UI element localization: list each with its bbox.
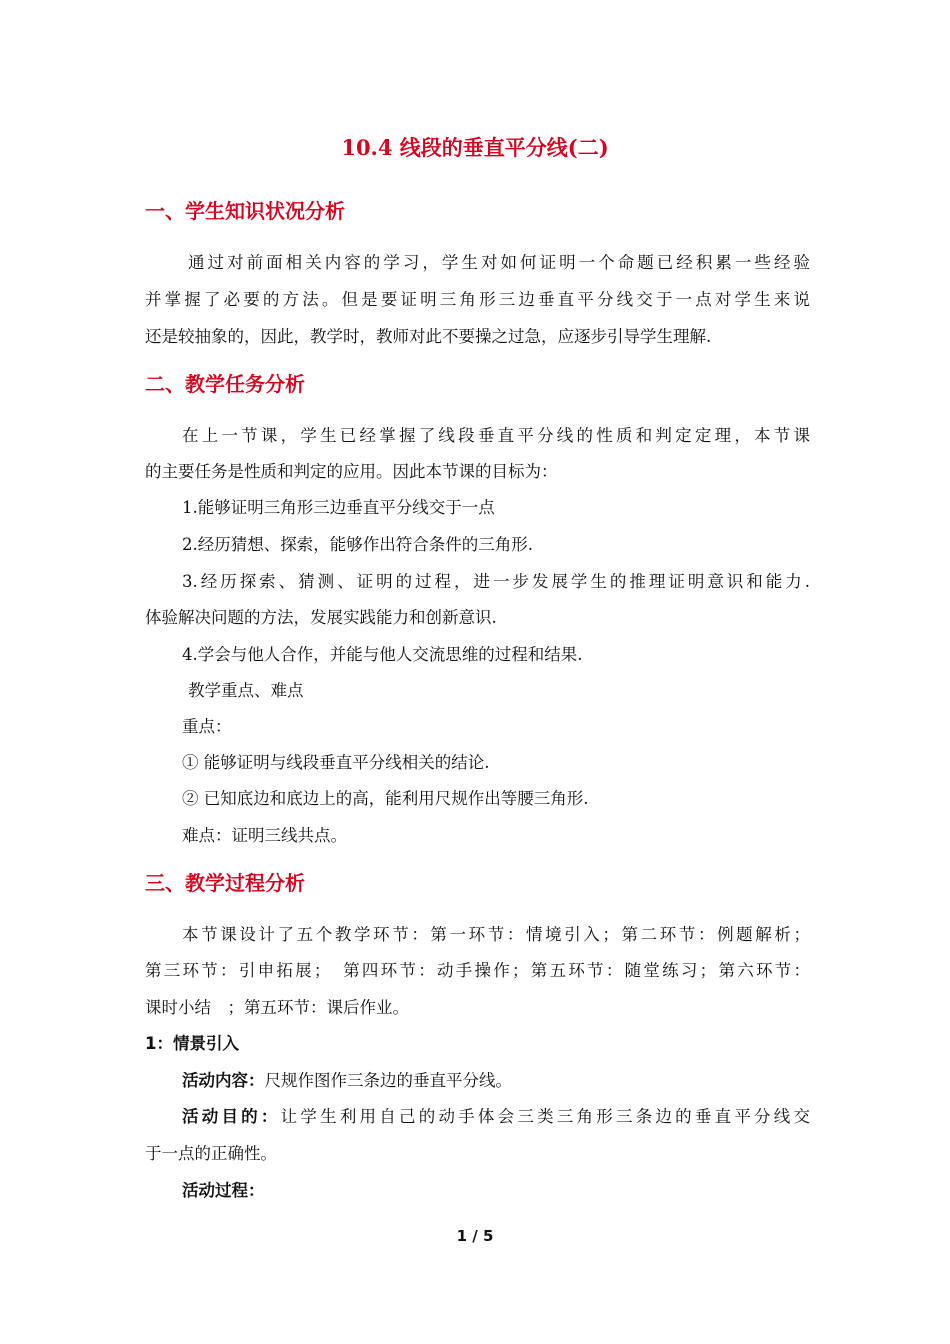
- activity-content-line: [182, 1068, 810, 1094]
- activity-goal-continuation: 于一点的正确性。: [145, 1144, 277, 1163]
- document-title: 10.4 线段的垂直平分线(二): [341, 135, 609, 160]
- key-points-label: 教学重点、难点: [188, 681, 304, 700]
- paragraph-line: 本节课设计了五个教学环节：第一环节：情境引入；第二环节：例题解析；: [182, 925, 810, 944]
- difficulty-line: 难点：证明三线共点。: [182, 826, 347, 845]
- objective-item: 1.能够证明三角形三边垂直平分线交于一点: [182, 498, 495, 517]
- paragraph-line: 的主要任务是性质和判定的应用。因此本节课的目标为：: [145, 462, 558, 481]
- paragraph-line: 通过对前面相关内容的学习，学生对如何证明一个命题已经积累一些经验: [188, 253, 810, 272]
- objective-item: 4.学会与他人合作，并能与他人交流思维的过程和结果.: [182, 645, 583, 664]
- paragraph-line: 并掌握了必要的方法。但是要证明三角形三边垂直平分线交于一点对学生来说: [145, 290, 810, 309]
- focus-item: ② 已知底边和底边上的高，能利用尺规作出等腰三角形.: [182, 789, 589, 808]
- objective-item: 3.经历探索、猜测、证明的过程，进一步发展学生的推理证明意识和能力.: [182, 572, 810, 591]
- page-number: 1 / 5: [456, 1227, 494, 1245]
- paragraph-line: 还是较抽象的，因此，教学时，教师对此不要操之过急，应逐步引导学生理解.: [145, 327, 712, 346]
- focus-item: ① 能够证明与线段垂直平分线相关的结论.: [182, 753, 490, 772]
- activity-goal-text: 让学生利用自己的动手体会三类三角形三条边的垂直平分线交: [280, 1107, 810, 1126]
- section-heading-3: 三、教学过程分析: [145, 871, 305, 895]
- activity-goal-line: [182, 1104, 810, 1130]
- activity-goal-label: 活动目的：: [182, 1107, 281, 1126]
- paragraph-line: 第三环节：引申拓展； 第四环节：动手操作；第五环节：随堂练习；第六环节：: [145, 961, 810, 980]
- paragraph-line: 体验解决问题的方法，发展实践能力和创新意识.: [145, 608, 497, 627]
- activity-content-text: 尺规作图作三条边的垂直平分线。: [264, 1071, 512, 1090]
- activity-content-label: 活动内容：: [182, 1071, 265, 1090]
- section-heading-1: 一、学生知识状况分析: [145, 199, 345, 223]
- paragraph-line: 在上一节课，学生已经掌握了线段垂直平分线的性质和判定定理，本节课: [182, 426, 810, 445]
- focus-label: 重点：: [182, 717, 232, 736]
- objective-item: 2.经历猜想、探索，能够作出符合条件的三角形.: [182, 535, 533, 554]
- section-heading-2: 二、教学任务分析: [145, 372, 305, 396]
- sub-heading: 1：情景引入: [145, 1034, 239, 1053]
- activity-process-label: 活动过程：: [182, 1181, 265, 1200]
- paragraph-line: 课时小结 ；第五环节：课后作业。: [145, 998, 409, 1017]
